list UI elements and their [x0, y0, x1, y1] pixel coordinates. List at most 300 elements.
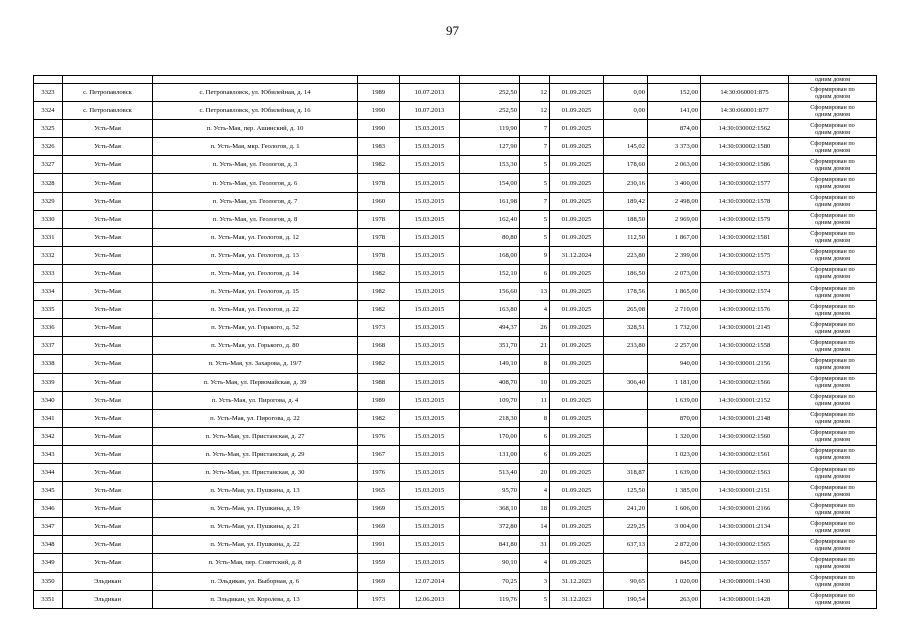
- cell-area: 70,25: [460, 572, 520, 590]
- cell-year-built: 1982: [358, 283, 400, 301]
- cell-value-a: 178,56: [604, 283, 648, 301]
- cell-planned-date: 31.12.2023: [550, 572, 604, 590]
- table-row: [34, 210, 877, 228]
- cell-residents: 10: [520, 373, 550, 391]
- cell-value-a: 230,16: [604, 174, 648, 192]
- cell-number: 3336: [34, 319, 63, 337]
- cell-cadastral-number: 14:30:030001:2151: [701, 482, 789, 500]
- method-line-2: одним домом: [814, 92, 851, 100]
- cell-residents: 13: [520, 283, 550, 301]
- cell-value-a: 229,25: [604, 518, 648, 536]
- method-line-2: одним домом: [814, 164, 851, 172]
- cell-number: 3337: [34, 337, 63, 355]
- cell-value-b: 141,00: [648, 102, 701, 120]
- cell-year-built: 1978: [358, 174, 400, 192]
- cell-planned-date: 01.09.2025: [550, 138, 604, 156]
- cell-area: 170,00: [460, 427, 520, 445]
- method-line-1: Сформирован по: [810, 103, 855, 111]
- cell-planned-date: 01.09.2025: [550, 192, 604, 210]
- cell-planned-date: 01.09.2025: [550, 355, 604, 373]
- cell-planned-date: 01.09.2025: [550, 301, 604, 319]
- cell-recognition-date: 10.07.2013: [400, 102, 460, 120]
- method-line-1: Сформирован по: [810, 537, 855, 545]
- cell-cadastral-number: 14:30:030002:1573: [701, 264, 789, 282]
- cell-planned-date: 01.09.2025: [550, 482, 604, 500]
- cell-settlement: Усть-Мая: [63, 482, 153, 500]
- cell-residents: 6: [520, 427, 550, 445]
- cell-cadastral-number: 14:30:060001:875: [701, 84, 789, 102]
- cell-value-a: 328,51: [604, 319, 648, 337]
- cell-area: 153,30: [460, 156, 520, 174]
- method-line-2: одним домом: [814, 345, 851, 353]
- cell-address: п. Усть-Мая, ул. Горького, д. 52: [153, 319, 358, 337]
- method-line-1: Сформирован по: [810, 176, 855, 184]
- cell-cadastral-number: 14:30:030002:1562: [701, 120, 789, 138]
- method-line-1: Сформирован по: [810, 519, 855, 527]
- cell-value-b: 2 073,00: [648, 264, 701, 282]
- method-line-1: Сформирован по: [810, 85, 855, 93]
- cell-planned-date: 01.09.2025: [550, 337, 604, 355]
- cell-planned-date: 01.09.2025: [550, 174, 604, 192]
- cell-residents: 20: [520, 463, 550, 481]
- cell-year-built: 1990: [358, 120, 400, 138]
- cell-value-b: 2 969,00: [648, 210, 701, 228]
- cell-area: 154,00: [460, 174, 520, 192]
- method-line-2: одним домом: [814, 146, 851, 154]
- cell-value-a: [604, 445, 648, 463]
- cell-residents: 31: [520, 536, 550, 554]
- cell-recognition-date: 15.03.2015: [400, 500, 460, 518]
- cell-value-b: 940,00: [648, 355, 701, 373]
- method-line-2: одним домом: [814, 544, 851, 552]
- method-line-2: одним домом: [814, 273, 851, 281]
- cell-address: п. Усть-Мая, ул. Геологов, д. 7: [153, 192, 358, 210]
- method-line-2: одним домом: [814, 128, 851, 136]
- cell-recognition-date: 15.03.2015: [400, 156, 460, 174]
- cell-area: 161,98: [460, 192, 520, 210]
- cell-residents: 4: [520, 301, 550, 319]
- cell-planned-date: 01.09.2025: [550, 156, 604, 174]
- cell-residents: 14: [520, 518, 550, 536]
- cell-residents: 12: [520, 102, 550, 120]
- method-line-1: Сформирован по: [810, 121, 855, 129]
- method-line-1: Сформирован по: [810, 574, 855, 582]
- cell-value-a: [604, 427, 648, 445]
- method-line-2: одним домом: [814, 400, 851, 408]
- cell-residents: 9: [520, 246, 550, 264]
- cell-year-built: 1976: [358, 463, 400, 481]
- cell-residents: 5: [520, 210, 550, 228]
- cell-residents: 7: [520, 138, 550, 156]
- method-line-1: Сформирован по: [810, 194, 855, 202]
- cell-value-a: 241,20: [604, 500, 648, 518]
- cell-planned-date: 01.09.2025: [550, 500, 604, 518]
- cell-value-b: 1 181,00: [648, 373, 701, 391]
- cell-address: п. Усть-Мая, ул. Пушкина, д. 13: [153, 482, 358, 500]
- cell-method: [789, 283, 877, 301]
- cell-method: [789, 246, 877, 264]
- cell-method: [789, 174, 877, 192]
- cell-settlement: Усть-Мая: [63, 301, 153, 319]
- method-line-2: одним домом: [814, 219, 851, 227]
- cell-address: п. Усть-Мая, ул. Пирогова, д. 22: [153, 409, 358, 427]
- cell-value-a: 178,60: [604, 156, 648, 174]
- cell-value-b: 1 865,00: [648, 283, 701, 301]
- cell-value-b: 1 639,00: [648, 391, 701, 409]
- cell-year-built: 1976: [358, 427, 400, 445]
- cell-residents: 8: [520, 355, 550, 373]
- cell-area: 149,10: [460, 355, 520, 373]
- cell-settlement: Усть-Мая: [63, 246, 153, 264]
- cell-method: [789, 319, 877, 337]
- method-line-1: Сформирован по: [810, 338, 855, 346]
- cell-settlement: Усть-Мая: [63, 427, 153, 445]
- cell-year-built: 1978: [358, 246, 400, 264]
- table-row: [34, 536, 877, 554]
- cell-residents: 7: [520, 120, 550, 138]
- table-row: [34, 500, 877, 518]
- table-row: [34, 84, 877, 102]
- cell-cadastral-number: 14:30:030002:1586: [701, 156, 789, 174]
- table-row: [34, 482, 877, 500]
- cell-planned-date: 01.09.2025: [550, 554, 604, 572]
- method-line-2: одним домом: [814, 490, 851, 498]
- cell-area: 494,37: [460, 319, 520, 337]
- cell-residents: 6: [520, 264, 550, 282]
- cell-value-b: 1 732,00: [648, 319, 701, 337]
- cell-method: [789, 102, 877, 120]
- method-line-1: Сформирован по: [810, 375, 855, 383]
- cell-recognition-date: 15.03.2015: [400, 192, 460, 210]
- table-row: [34, 301, 877, 319]
- cell-settlement: Усть-Мая: [63, 518, 153, 536]
- cell-year-built: 1968: [358, 337, 400, 355]
- cell-recognition-date: 15.03.2015: [400, 246, 460, 264]
- cell-recognition-date: 15.03.2015: [400, 283, 460, 301]
- cell-planned-date: 01.09.2025: [550, 391, 604, 409]
- cell-recognition-date: 15.03.2015: [400, 463, 460, 481]
- cell-address: п. Усть-Мая, ул. Пирогова, д. 4: [153, 391, 358, 409]
- cell-value-a: 90,65: [604, 572, 648, 590]
- method-line-2: одним домом: [814, 291, 851, 299]
- cell-year-built: 1988: [358, 373, 400, 391]
- cell-address: п. Усть-Мая, ул. Геологов, д. 22: [153, 301, 358, 319]
- cell-method: [789, 355, 877, 373]
- cell-area: 152,10: [460, 264, 520, 282]
- table-row: [34, 192, 877, 210]
- cell-number: 3325: [34, 120, 63, 138]
- cell-cadastral-number: 14:30:030002:1577: [701, 174, 789, 192]
- cell-residents: 4: [520, 554, 550, 572]
- cell-number: 3326: [34, 138, 63, 156]
- cell-address: п. Усть-Мая, ул. Пристанская, д. 30: [153, 463, 358, 481]
- cell-number: 3338: [34, 355, 63, 373]
- cell-address: п. Усть-Мая, ул. Геологов, д. 12: [153, 228, 358, 246]
- cell-value-a: [604, 120, 648, 138]
- table-row: [34, 283, 877, 301]
- method-line-1: Сформирован по: [810, 248, 855, 256]
- cell-address: с. Петропавловск, ул. Юбилейная, д. 14: [153, 84, 358, 102]
- cell-residents: 3: [520, 572, 550, 590]
- cell-area: 408,70: [460, 373, 520, 391]
- method-line-1: Сформирован по: [810, 139, 855, 147]
- cell-cadastral-number: 14:30:030002:1565: [701, 536, 789, 554]
- cell-settlement: Усть-Мая: [63, 283, 153, 301]
- cell-value-a: 265,08: [604, 301, 648, 319]
- cell-area: 95,70: [460, 482, 520, 500]
- cell-residents: 11: [520, 391, 550, 409]
- cell-settlement: Усть-Мая: [63, 391, 153, 409]
- cell-area: 90,10: [460, 554, 520, 572]
- cell-method: [789, 590, 877, 608]
- method-line-1: Сформирован по: [810, 555, 855, 563]
- cell-settlement: Усть-Мая: [63, 463, 153, 481]
- cell-address: п. Усть-Мая, ул. Геологов, д. 13: [153, 246, 358, 264]
- cell-year-built: 1978: [358, 228, 400, 246]
- cell-cadastral-number: 14:30:030002:1557: [701, 554, 789, 572]
- cell-cadastral-number: 14:30:030002:1576: [701, 301, 789, 319]
- cell-settlement: с. Петропавловск: [63, 84, 153, 102]
- cell-value-b: 2 872,00: [648, 536, 701, 554]
- cell-recognition-date: 15.03.2015: [400, 120, 460, 138]
- cell-value-a: 0,00: [604, 102, 648, 120]
- method-line-2: одним домом: [814, 454, 851, 462]
- cell-residents: 8: [520, 409, 550, 427]
- cell-residents: 12: [520, 84, 550, 102]
- cell-recognition-date: 15.03.2015: [400, 355, 460, 373]
- cell-method: [789, 120, 877, 138]
- cell-settlement: Эльдикан: [63, 572, 153, 590]
- cell-method: [789, 445, 877, 463]
- cell-method: [789, 536, 877, 554]
- cell-area: 252,50: [460, 84, 520, 102]
- cell-method: одним домом: [789, 76, 877, 84]
- cell-year-built: 1982: [358, 156, 400, 174]
- cell-year-built: 1982: [358, 301, 400, 319]
- method-line-1: Сформирован по: [810, 592, 855, 600]
- cell-settlement: Усть-Мая: [63, 120, 153, 138]
- cell-cadastral-number: 14:30:030002:1579: [701, 210, 789, 228]
- cell-address: п. Усть-Мая, ул. Геологов, д. 3: [153, 156, 358, 174]
- cell-number: 3330: [34, 210, 63, 228]
- cell-year-built: 1989: [358, 84, 400, 102]
- cell-value-b: 2 498,00: [648, 192, 701, 210]
- cell-year-built: 1982: [358, 264, 400, 282]
- method-line-2: одним домом: [814, 237, 851, 245]
- cell-year-built: 1973: [358, 319, 400, 337]
- cell-settlement: Усть-Мая: [63, 156, 153, 174]
- cell-planned-date: 01.09.2025: [550, 228, 604, 246]
- method-line-1: Сформирован по: [810, 212, 855, 220]
- cell-number: 3328: [34, 174, 63, 192]
- cell-area: 513,40: [460, 463, 520, 481]
- cell-area: 131,00: [460, 445, 520, 463]
- method-line-2: одним домом: [814, 436, 851, 444]
- cell-value-a: 223,80: [604, 246, 648, 264]
- cell-planned-date: 31.12.2023: [550, 590, 604, 608]
- cell-value-b: 2 257,00: [648, 337, 701, 355]
- cell-residents: 5: [520, 228, 550, 246]
- cell-residents: 18: [520, 500, 550, 518]
- cell-method: [789, 427, 877, 445]
- cell-settlement: Усть-Мая: [63, 174, 153, 192]
- method-line-2: одним домом: [814, 382, 851, 390]
- cell-settlement: Усть-Мая: [63, 445, 153, 463]
- cell-residents: 7: [520, 192, 550, 210]
- cell-settlement: Эльдикан: [63, 590, 153, 608]
- cell-cadastral-number: 14:30:030002:1560: [701, 427, 789, 445]
- cell-cadastral-number: 14:30:030002:1561: [701, 445, 789, 463]
- cell-recognition-date: 15.03.2015: [400, 482, 460, 500]
- cell-value-b: 3 400,00: [648, 174, 701, 192]
- cell-recognition-date: 15.03.2015: [400, 264, 460, 282]
- cell-cadastral-number: 14:30:030001:2148: [701, 409, 789, 427]
- cell-address: п. Эльдикан, ул. Выборная, д. 6: [153, 572, 358, 590]
- cell-area: 168,00: [460, 246, 520, 264]
- cell-method: [789, 228, 877, 246]
- cell-recognition-date: 15.03.2015: [400, 409, 460, 427]
- method-line-1: Сформирован по: [810, 483, 855, 491]
- cell-value-b: 1 606,00: [648, 500, 701, 518]
- cell-settlement: Усть-Мая: [63, 264, 153, 282]
- cell-residents: 4: [520, 482, 550, 500]
- cell-year-built: 1959: [358, 554, 400, 572]
- cell-number: 3350: [34, 572, 63, 590]
- cell-cadastral-number: 14:30:030002:1574: [701, 283, 789, 301]
- cell-method: [789, 192, 877, 210]
- cell-area: 156,60: [460, 283, 520, 301]
- cell-cadastral-number: 14:30:030002:1578: [701, 192, 789, 210]
- cell-address: п. Эльдикан, ул. Королева, д. 13: [153, 590, 358, 608]
- cell-year-built: 1973: [358, 590, 400, 608]
- cell-address: п. Усть-Мая, ул. Первомайская, д. 39: [153, 373, 358, 391]
- method-line-2: одним домом: [814, 183, 851, 191]
- cell-recognition-date: 10.07.2013: [400, 84, 460, 102]
- cell-address: п. Усть-Мая, ул. Геологов, д. 15: [153, 283, 358, 301]
- cell-cadastral-number: 14:30:030002:1558: [701, 337, 789, 355]
- cell-residents: 26: [520, 319, 550, 337]
- cell-address: п. Усть-Мая, ул. Пристанская, д. 27: [153, 427, 358, 445]
- cell-value-a: [604, 391, 648, 409]
- table-row: [34, 445, 877, 463]
- cell-address: п. Усть-Мая, ул. Пушкина, д. 19: [153, 500, 358, 518]
- cell-recognition-date: 12.07.2014: [400, 572, 460, 590]
- method-line-1: Сформирован по: [810, 465, 855, 473]
- cell-value-a: 637,13: [604, 536, 648, 554]
- cell-planned-date: 01.09.2025: [550, 373, 604, 391]
- cell-value-b: 874,00: [648, 120, 701, 138]
- cell-address: п. Усть-Мая, ул. Геологов, д. 8: [153, 210, 358, 228]
- cell-number: 3341: [34, 409, 63, 427]
- cell-recognition-date: 15.03.2015: [400, 138, 460, 156]
- cell-method: [789, 138, 877, 156]
- cell-area: 162,40: [460, 210, 520, 228]
- cell-value-b: 2 399,00: [648, 246, 701, 264]
- cell-area: 841,80: [460, 536, 520, 554]
- cell-cadastral-number: 14:30:030001:2152: [701, 391, 789, 409]
- cell-settlement: Усть-Мая: [63, 373, 153, 391]
- cell-method: [789, 210, 877, 228]
- cell-settlement: Усть-Мая: [63, 228, 153, 246]
- page-number: 97: [446, 23, 459, 38]
- housing-registry-table: [33, 75, 877, 609]
- cell-number: 3348: [34, 536, 63, 554]
- method-line-1: Сформирован по: [810, 157, 855, 165]
- cell-value-a: [604, 409, 648, 427]
- method-line-2: одним домом: [814, 508, 851, 516]
- cell-planned-date: 31.12.2024: [550, 246, 604, 264]
- cell-recognition-date: 15.03.2015: [400, 210, 460, 228]
- cell-year-built: 1960: [358, 192, 400, 210]
- cell-method: [789, 500, 877, 518]
- cell-recognition-date: 15.03.2015: [400, 554, 460, 572]
- cell-value-a: [604, 355, 648, 373]
- table-row: [34, 427, 877, 445]
- cell-value-a: 190,54: [604, 590, 648, 608]
- cell-method: [789, 264, 877, 282]
- cell-method: [789, 482, 877, 500]
- cell-value-b: 2 710,00: [648, 301, 701, 319]
- cell-year-built: 1965: [358, 482, 400, 500]
- table-row: [34, 120, 877, 138]
- method-line-1: Сформирован по: [810, 320, 855, 328]
- cell-address: с. Петропавловск, ул. Юбилейная, д. 16: [153, 102, 358, 120]
- cell-address: п. Усть-Мая, ул. Пушкина, д. 22: [153, 536, 358, 554]
- cell-value-a: 233,80: [604, 337, 648, 355]
- cell-number: 3351: [34, 590, 63, 608]
- cell-planned-date: 01.09.2025: [550, 319, 604, 337]
- method-line-1: Сформирован по: [810, 230, 855, 238]
- cell-year-built: 1969: [358, 500, 400, 518]
- cell-settlement: Усть-Мая: [63, 319, 153, 337]
- table-row: [34, 355, 877, 373]
- cell-settlement: с. Петропавловск: [63, 102, 153, 120]
- cell-planned-date: 01.09.2025: [550, 210, 604, 228]
- method-line-2: одним домом: [814, 581, 851, 589]
- method-line-1: Сформирован по: [810, 447, 855, 455]
- cell-value-a: 306,40: [604, 373, 648, 391]
- cell-address: п. Усть-Мая, мкр. Геологов, д. 1: [153, 138, 358, 156]
- cell-recognition-date: 15.03.2015: [400, 373, 460, 391]
- cell-number: 3343: [34, 445, 63, 463]
- table-row: [34, 319, 877, 337]
- cell-recognition-date: 15.03.2015: [400, 445, 460, 463]
- cell-residents: 21: [520, 337, 550, 355]
- cell-planned-date: 01.09.2025: [550, 427, 604, 445]
- cell-residents: 5: [520, 590, 550, 608]
- method-line-1: Сформирован по: [810, 411, 855, 419]
- cell-cadastral-number: 14:30:030002:1566: [701, 373, 789, 391]
- cell-value-a: [604, 554, 648, 572]
- cell-recognition-date: 15.03.2015: [400, 391, 460, 409]
- cell-value-b: 1 639,00: [648, 463, 701, 481]
- cell-planned-date: 01.09.2025: [550, 84, 604, 102]
- cell-year-built: 1969: [358, 572, 400, 590]
- cell-number: 3345: [34, 482, 63, 500]
- cell-value-b: 845,00: [648, 554, 701, 572]
- method-line-2: одним домом: [814, 363, 851, 371]
- cell-year-built: 1982: [358, 355, 400, 373]
- table-row-continuation: [34, 76, 877, 84]
- method-line-2: одним домом: [814, 110, 851, 118]
- cell-address: п. Усть-Мая, ул. Захарова, д. 19/7: [153, 355, 358, 373]
- cell-planned-date: 01.09.2025: [550, 409, 604, 427]
- table-row: [34, 246, 877, 264]
- cell-recognition-date: 15.03.2015: [400, 536, 460, 554]
- cell-method: [789, 156, 877, 174]
- cell-residents: 6: [520, 445, 550, 463]
- cell-year-built: 1990: [358, 102, 400, 120]
